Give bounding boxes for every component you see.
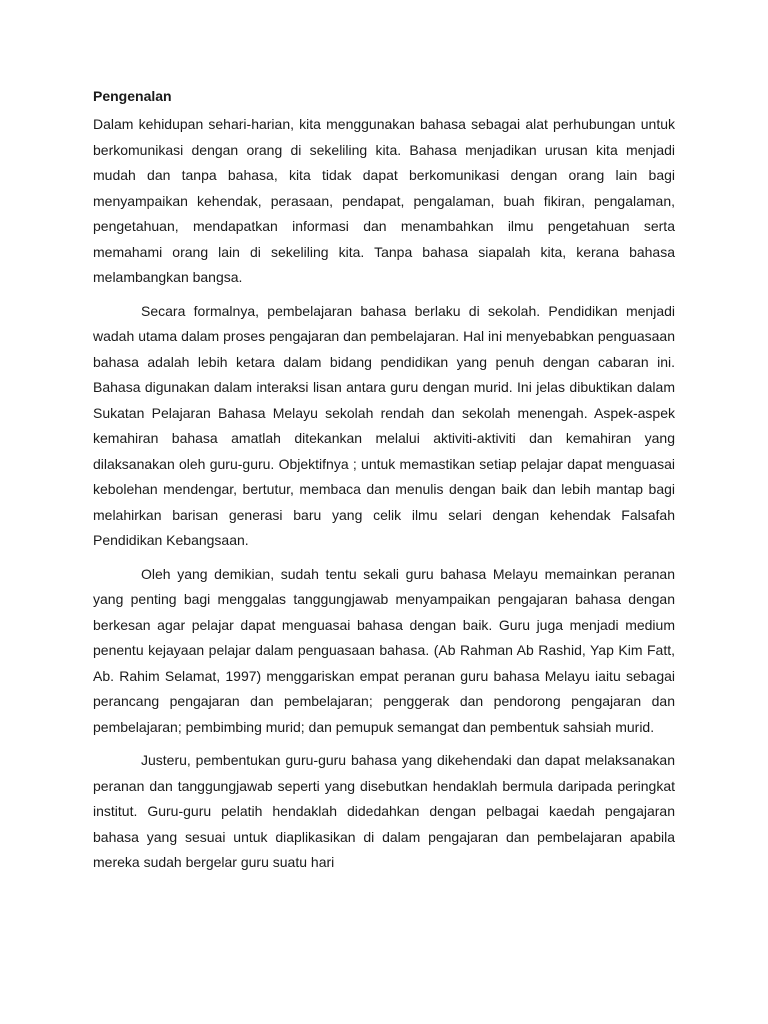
paragraph-2: Secara formalnya, pembelajaran bahasa berlaku di sekolah. Pendidikan menjadi wadah utama dalam proses pengajaran dan pembelajaran. Hal ini menyebabkan penguasaan bahasa adalah lebih ketara dalam bidang pendidikan yang penuh dengan cabaran ini. Bahasa digunakan dalam interaksi lisan antara guru dengan murid. Ini jelas dibuktikan dalam Sukatan Pelajaran Bahasa Melayu sekolah rendah dan sekolah menengah. Aspek-aspek kemahiran bahasa amatlah ditekankan melalui aktiviti-aktiviti dan kemahiran yang dilaksanakan oleh guru-guru. Objektifnya ; untuk memastikan setiap pelajar dapat menguasai kebolehan mendengar, bertutur, membaca dan menulis dengan baik dan lebih mantap bagi melahirkan barisan generasi baru yang celik ilmu selari dengan kehendak Falsafah Pendidikan Kebangsaan. [93,302,675,548]
section-heading: Pengenalan [93,88,172,104]
paragraph-1: Dalam kehidupan sehari-harian, kita menggunakan bahasa sebagai alat perhubungan untuk berkomunikasi dengan orang di sekeliling kita. Bahasa menjadikan urusan kita menjadi mudah dan tanpa bahasa, kita tidak dapat berkomunikasi dengan orang lain bagi menyampaikan kehendak, perasaan, pendapat, pengalaman, buah fikiran, pengalaman, pengetahuan, mendapatkan informasi dan menambahkan ilmu pengetahuan serta memahami orang lain di sekeliling kita. Tanpa bahasa siapalah kita, kerana bahasa melambangkan bangsa. [93,116,675,285]
paragraph-4: Justeru, pembentukan guru-guru bahasa yang dikehendaki dan dapat melaksanakan peranan dan tanggungjawab seperti yang disebutkan hendaklah bermula daripada peringkat institut. Guru-guru pelatih hendaklah didedahkan dengan pelbagai kaedah pengajaran bahasa yang sesuai untuk diaplikasikan di dalam pengajaran dan pembelajaran apabila mereka sudah bergelar guru suatu hari [93,752,675,870]
paragraph-3: Oleh yang demikian, sudah tentu sekali guru bahasa Melayu memainkan peranan yang penting bagi menggalas tanggungjawab menyampaikan pengajaran bahasa dengan berkesan agar pelajar dapat menguasai bahasa dengan baik. Guru juga menjadi medium penentu kejayaan pelajar dalam penguasaan bahasa. (Ab Rahman Ab Rashid, Yap Kim Fatt, Ab. Rahim Selamat, 1997) menggariskan empat peranan guru bahasa Melayu iaitu sebagai perancang pengajaran dan pembelajaran; penggerak dan pendorong pengajaran dan pembelajaran; pembimbing murid; dan pemupuk semangat dan pembentuk sahsiah murid. [93,565,675,735]
document-page [93,86,675,884]
